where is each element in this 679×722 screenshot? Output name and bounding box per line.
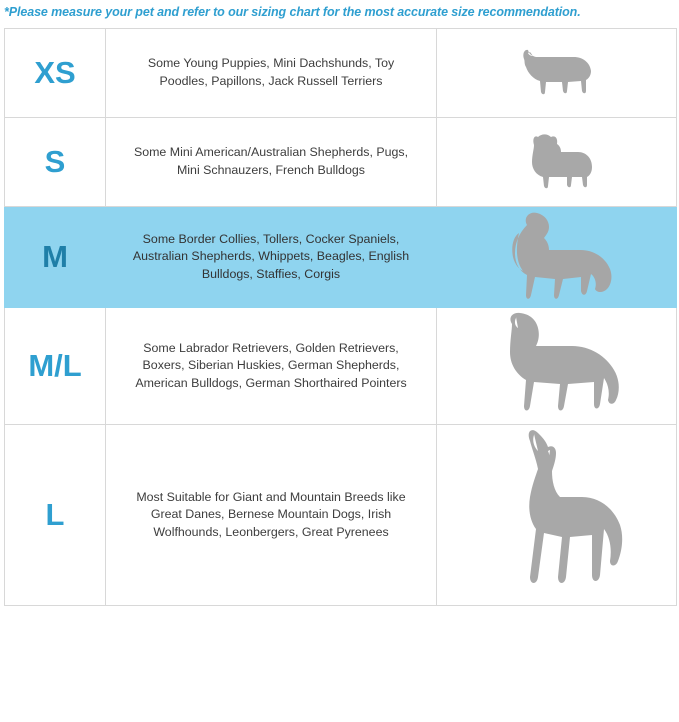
size-label: M/L: [28, 348, 82, 383]
size-cell: [5, 29, 106, 118]
breed-description: Most Suitable for Giant and Mountain Breeds like Great Danes, Bernese Mountain Dogs, Irish Wolfhounds, Leonbergers, Great Pyrenees: [136, 489, 406, 539]
size-cell: [5, 118, 106, 207]
description-cell: [106, 425, 437, 606]
size-label: XS: [34, 55, 76, 90]
illustration-cell: [437, 425, 677, 606]
size-chart-table: [4, 28, 677, 606]
spaniel-silhouette-icon: [489, 207, 625, 307]
size-cell: [5, 207, 106, 308]
breed-description: Some Mini American/Australian Shepherds, Pugs, Mini Schnauzers, French Bulldogs: [133, 145, 409, 177]
size-label: L: [45, 497, 65, 532]
french-bulldog-silhouette-icon: [512, 129, 602, 195]
description-cell: [106, 207, 437, 308]
illustration-cell: [437, 308, 677, 425]
size-label: S: [44, 144, 66, 179]
small-dog-silhouette-icon: [512, 45, 602, 101]
size-cell: [5, 425, 106, 606]
size-label: M: [42, 239, 68, 274]
description-cell: [106, 118, 437, 207]
description-cell: [106, 29, 437, 118]
breed-description: Some Border Collies, Tollers, Cocker Spaniels, Australian Shepherds, Whippets, Beagles, English Bulldogs, Staffies, Corgis: [132, 231, 410, 281]
table-row: [5, 425, 677, 606]
table-row: [5, 207, 677, 308]
great-dane-silhouette-icon: [482, 425, 632, 605]
table-row: [5, 308, 677, 425]
illustration-cell: [437, 207, 677, 308]
table-row: [5, 118, 677, 207]
illustration-cell: [437, 118, 677, 207]
breed-description: Some Labrador Retrievers, Golden Retrievers, Boxers, Siberian Huskies, German Shepherds, American Bulldogs, German Shorthaired Pointers: [135, 340, 407, 390]
table-row: [5, 29, 677, 118]
measurement-note: *Please measure your pet and refer to our sizing chart for the most accurate size recommendation.: [4, 5, 581, 19]
description-cell: [106, 308, 437, 425]
illustration-cell: [437, 29, 677, 118]
size-cell: [5, 308, 106, 425]
breed-description: Some Young Puppies, Mini Dachshunds, Toy Poodles, Papillons, Jack Russell Terriers: [147, 56, 395, 88]
labrador-silhouette-icon: [482, 308, 632, 424]
